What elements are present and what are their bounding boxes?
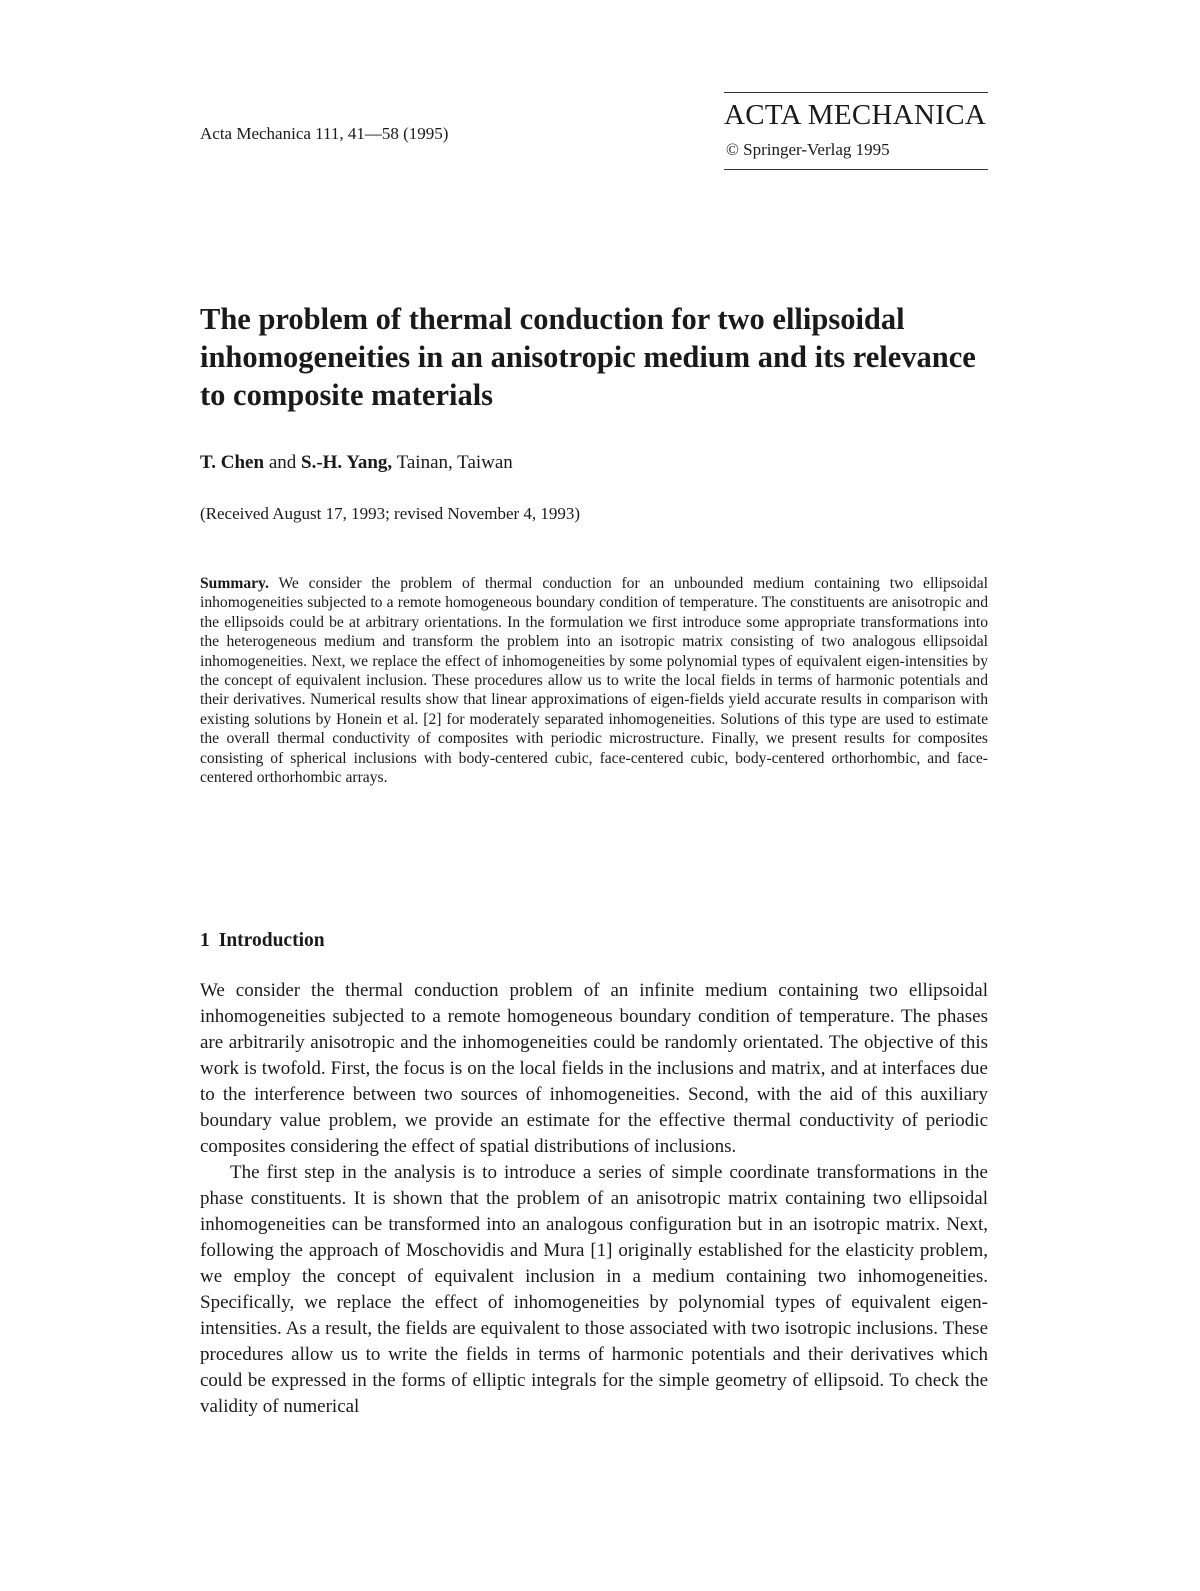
journal-name: ACTA MECHANICA — [724, 99, 987, 131]
section-heading — [200, 930, 325, 952]
author-line — [200, 452, 513, 474]
journal-header-box — [724, 92, 988, 170]
copyright-notice: © Springer-Verlag 1995 — [726, 140, 890, 159]
summary-text: We consider the problem of thermal conduction for an unbounded medium containing two ellipsoidal inhomogeneities subjected to a remote homogeneous boundary condition of temperature. The constituents are anisotropic and the ellipsoids could be at arbitrary orientations. In the formulation we first introduce some appropriate transformations into the heterogeneous medium and transform the problem into an isotropic matrix consisting of two analogous ellipsoidal inhomogeneities. Next, we replace the effect of inhomogeneities by some polynomial types of equivalent eigen-intensities by the concept of equivalent inclusion. These procedures allow us to write the local fields in terms of harmonic potentials and their derivatives. Numerical results show that linear approximations of eigen-fields yield accurate results in comparison with existing solutions by Honein et al. [2] for moderately separated inhomogeneities. Solutions of this type are used to estimate the overall thermal conductivity of composites with periodic microstructure. Finally, we present results for composites consisting of spherical inclusions with body-centered cubic, face-centered cubic, body-centered orthorhombic, and face-centered orthorhombic arrays. — [200, 575, 988, 787]
paper-title: The problem of thermal conduction for two ellipsoidal inhomogeneities in an anisotropic medium and its relevance to composite materials — [200, 302, 976, 412]
section-number: 1 — [200, 930, 210, 951]
author-connector: and — [268, 452, 297, 473]
bottom-rule — [724, 169, 988, 170]
journal-citation: Acta Mechanica 111, 41—58 (1995) — [200, 124, 449, 143]
section-title: Introduction — [218, 930, 325, 951]
introduction-body — [200, 978, 988, 1420]
author-1: T. Chen — [200, 452, 265, 473]
summary-abstract — [200, 574, 988, 787]
author-location: Tainan, Taiwan — [396, 452, 513, 473]
author-2: S.-H. Yang, — [301, 452, 393, 473]
summary-label: Summary. — [200, 575, 269, 592]
received-dates: (Received August 17, 1993; revised November 4, 1993) — [200, 504, 581, 523]
top-rule — [724, 92, 988, 93]
paragraph-1: We consider the thermal conduction problem of an infinite medium containing two ellipsoidal inhomogeneities subjected to a remote homogeneous boundary condition of temperature. The phases are arbitrarily anisotropic and the inhomogeneities could be randomly orientated. The objective of this work is twofold. First, the focus is on the local fields in the inclusions and matrix, and at interfaces due to the interference between two sources of inhomogeneities. Second, with the aid of this auxiliary boundary value problem, we provide an estimate for the effective thermal conductivity of periodic composites considering the effect of spatial distributions of inclusions. — [200, 980, 988, 1157]
paragraph-2: The first step in the analysis is to introduce a series of simple coordinate transformations in the phase constituents. It is shown that the problem of an anisotropic matrix containing two ellipsoidal inhomogeneities can be transformed into an analogous configuration but in an isotropic matrix. Next, following the approach of Moschovidis and Mura [1] originally established for the elasticity problem, we employ the concept of equivalent inclusion in a medium containing two inhomogeneities. Specifically, we replace the effect of inhomogeneities by polynomial types of equivalent eigen-intensities. As a result, the fields are equivalent to those associated with two isotropic inclusions. These procedures allow us to write the fields in terms of harmonic potentials and their derivatives which could be expressed in the forms of elliptic integrals for the simple geometry of ellipsoid. To check the validity of numerical — [200, 1162, 988, 1417]
